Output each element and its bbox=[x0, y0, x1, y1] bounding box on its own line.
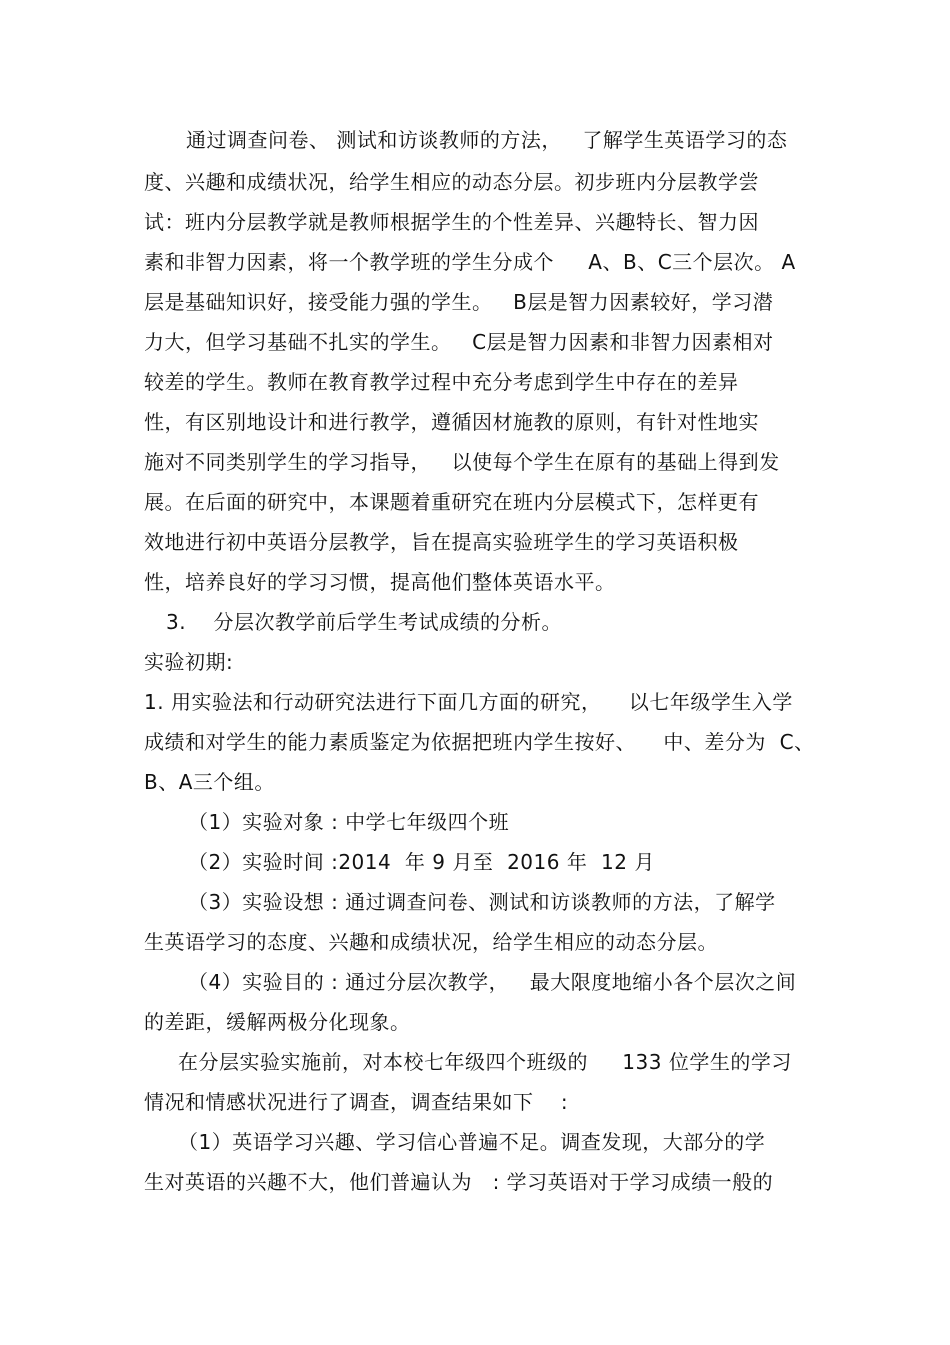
paragraph-line: 素和非智力因素，将一个教学班的学生分成个 A、B、C三个层次。 A bbox=[144, 250, 796, 274]
paragraph-line: 生对英语的兴趣不大，他们普遍认为 : 学习英语对于学习成绩一般的 bbox=[144, 1170, 774, 1194]
list-item: （2）实验时间 :2014 年 9 月至 2016 年 12 月 bbox=[188, 850, 655, 874]
paragraph-line: 施对不同类别学生的学习指导， 以使每个学生在原有的基础上得到发 bbox=[144, 450, 780, 474]
list-item: （1）英语学习兴趣、学习信心普遍不足。调查发现，大部分的学 bbox=[178, 1130, 766, 1154]
paragraph-line: 在分层实验实施前，对本校七年级四个班级的 133 位学生的学习 bbox=[178, 1050, 792, 1074]
paragraph-line: 展。在后面的研究中，本课题着重研究在班内分层模式下，怎样更有 bbox=[144, 490, 759, 514]
list-item: （4）实验目的 : 通过分层次教学， 最大限度地缩小各个层次之间 bbox=[188, 970, 797, 994]
paragraph-line: 效地进行初中英语分层教学，旨在提高实验班学生的学习英语积极 bbox=[144, 530, 739, 554]
paragraph-line: 情况和情感状况进行了调查，调查结果如下 : bbox=[144, 1090, 569, 1114]
paragraph-line: 试：班内分层教学就是教师根据学生的个性差异、兴趣特长、智力因 bbox=[144, 210, 759, 234]
paragraph-line: 层是基础知识好，接受能力强的学生。 B层是智力因素较好，学习潜 bbox=[144, 290, 774, 314]
paragraph-line: 性，有区别地设计和进行教学，遵循因材施教的原则，有针对性地实 bbox=[144, 410, 759, 434]
paragraph-line: 成绩和对学生的能力素质鉴定为依据把班内学生按好、 中、差分为 C、 bbox=[144, 730, 815, 754]
paragraph-line: 生英语学习的态度、兴趣和成绩状况，给学生相应的动态分层。 bbox=[144, 930, 718, 954]
paragraph-line: 1. 用实验法和行动研究法进行下面几方面的研究， 以七年级学生入学 bbox=[144, 690, 793, 714]
section-label: 实验初期: bbox=[144, 650, 234, 674]
paragraph-line: B、A三个组。 bbox=[144, 770, 275, 794]
list-item: （1）实验对象 : 中学七年级四个班 bbox=[188, 810, 510, 834]
paragraph-line: 较差的学生。教师在教育教学过程中充分考虑到学生中存在的差异 bbox=[144, 370, 739, 394]
paragraph-line: 力大，但学习基础不扎实的学生。 C层是智力因素和非智力因素相对 bbox=[144, 330, 774, 354]
paragraph-line: 的差距，缓解两极分化现象。 bbox=[144, 1010, 411, 1034]
paragraph-line: 通过调查问卷、 测试和访谈教师的方法， 了解学生英语学习的态 bbox=[186, 128, 788, 152]
section-heading: 3. 分层次教学前后学生考试成绩的分析。 bbox=[166, 610, 563, 634]
paragraph-line: 性，培养良好的学习习惯，提高他们整体英语水平。 bbox=[144, 570, 616, 594]
list-item: （3）实验设想 : 通过调查问卷、测试和访谈教师的方法，了解学 bbox=[188, 890, 776, 914]
paragraph-line: 度、兴趣和成绩状况，给学生相应的动态分层。初步班内分层教学尝 bbox=[144, 170, 759, 194]
